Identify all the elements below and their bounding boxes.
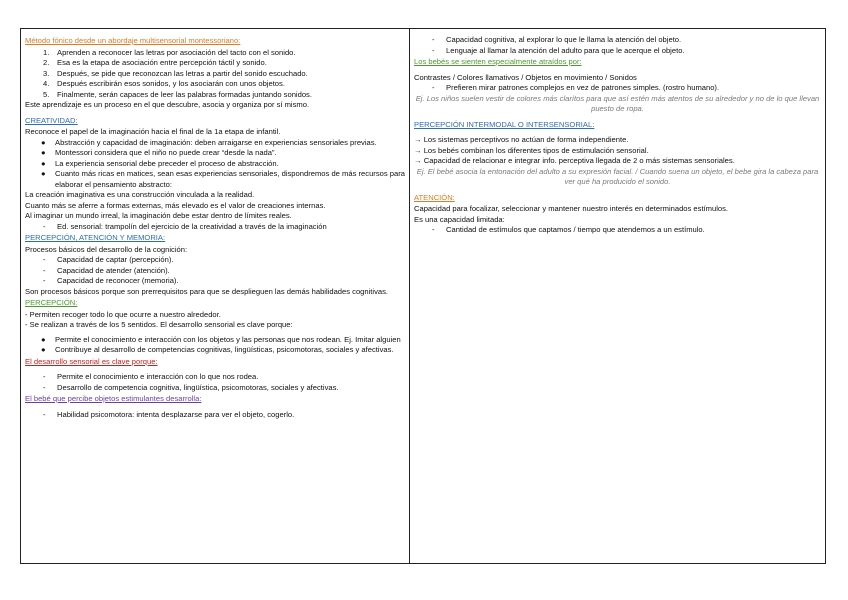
creatividad-heading: CREATIVIDAD:	[25, 115, 78, 125]
atencion-line: Capacidad para focalizar, seleccionar y mantener nuestro interés en determinados estímulos.	[414, 204, 729, 213]
metodo-summary: Este aprendizaje es un proceso en el que descubre, asocia y organiza por sí mismo.	[25, 100, 310, 109]
metodo-step: 4. Después escribirán esos sonidos, y los asociarán con unos objetos.	[43, 79, 285, 88]
percepcion-heading: PERCEPCIÓN:	[25, 298, 78, 307]
pam-heading: PERCEPCIÓN, ATENCIÓN Y MEMORIA:	[25, 233, 166, 242]
clave-dash: - Permite el conocimiento e interacción con lo que nos rodea.	[43, 372, 259, 381]
pam-dash: - Capacidad de atender (atención).	[43, 265, 170, 275]
creatividad-bullet: ● Abstracción y capacidad de imaginación: deben arraigarse en experiencias sensoriales previas.	[41, 137, 377, 147]
creatividad-bullet: ● Montessori considera que el niño no puede crear “desde la nada”.	[41, 148, 277, 157]
creatividad-line: Cuanto más se aferre a formas externas, más elevado es el valor de creaciones internas.	[25, 200, 326, 210]
document-page	[20, 28, 826, 564]
percepcion-line: - Permiten recoger todo lo que ocurre a nuestro alrededor.	[25, 309, 221, 319]
atencion-line: Es una capacidad limitada:	[414, 214, 505, 224]
metodo-step: 5. Finalmente, serán capaces de leer las palabras formadas juntando sonidos.	[43, 89, 312, 99]
pam-dash: - Capacidad de captar (percepción).	[43, 255, 174, 264]
top-dash: - Lenguaje al llamar la atención del adulto para que le acerque el objeto.	[432, 45, 685, 55]
bebe-dash: - Habilidad psicomotora: intenta desplazarse para ver el objeto, cogerlo.	[43, 409, 295, 419]
pam-summary: Son procesos básicos porque son prerrequisitos para que se desplieguen las demás habilidades cognitivas.	[25, 286, 389, 296]
creatividad-line: La creación imaginativa es una construcción vinculada a la realidad.	[25, 190, 255, 199]
intermodal-line: → Los sistemas perceptivos no actúan de forma independiente.	[414, 135, 629, 144]
bebe-heading: El bebé que percibe objetos estimulantes desarrolla:	[25, 394, 202, 403]
intermodal-line: → Capacidad de relacionar e integrar info. perceptiva llegada de 2 o más sistemas sensoriales.	[414, 156, 735, 165]
top-dash: - Capacidad cognitiva, al explorar lo que le llama la atención del objeto.	[432, 35, 682, 44]
atraidos-example: Ej. Los niños suelen vestir de colores más clarítos para que así estén más atentos de su alrededor y no de lo que llevan puesto de ropa.	[415, 93, 820, 113]
metodo-step: 3. Después, se pide que reconozcan las letras a partir del sonido escuchado.	[43, 68, 308, 78]
atencion-dash: - Cantidad de estímulos que captamos / tiempo que atendemos a un estímulo.	[432, 225, 705, 234]
intermodal-line: → Los bebés combinan los diferentes tipos de estimulación sensorial.	[414, 145, 649, 155]
metodo-step: 1. Aprenden a reconocer las letras por asociación del tacto con el sonido.	[43, 47, 296, 57]
pam-dash: - Capacidad de reconocer (memoria).	[43, 276, 179, 285]
atraidos-heading: Los bebés se sienten especialmente atraídos por:	[414, 57, 582, 66]
creatividad-bullet: ● Cuanto más ricas en matices, sean esas experiencias sensoriales, dispondremos de más recursos para elaborar el pensamiento abstracto:	[41, 169, 405, 189]
creatividad-dash: - Ed. sensorial: trampolín del ejercicio de la creatividad a través de la imaginación	[43, 221, 327, 231]
clave-heading: El desarrollo sensorial es clave porque:	[25, 356, 158, 366]
right-column	[410, 29, 825, 563]
intermodal-heading: PERCEPCIÓN INTERMODAL O INTERSENSORIAL:	[414, 119, 595, 129]
left-column	[21, 29, 410, 563]
intermodal-example: Ej. El bebé asocia la entonación del adulto a su expresión facial. / Cuando suena un objeto, el bebe gira la cabeza para ver qué ha producido el sonido.	[416, 166, 819, 186]
atraidos-line: Contrastes / Colores llamativos / Objetos en movimiento / Sonidos	[414, 72, 637, 82]
pam-intro: Procesos básicos del desarrollo de la cognición:	[25, 244, 188, 254]
atencion-heading: ATENCIÓN:	[414, 192, 455, 202]
percepcion-bullet: ● Permite el conocimiento e interacción con los objetos y las personas que nos rodean. Ej. Imitar alguien	[41, 334, 401, 344]
clave-dash: - Desarrollo de competencia cognitiva, lingüística, psicomotoras, sociales y afectivas.	[43, 382, 339, 392]
atraidos-dash: - Prefieren mirar patrones complejos en vez de patrones simples. (rostro humano).	[432, 83, 720, 92]
creatividad-bullet: ● La experiencia sensorial debe preceder el proceso de abstracción.	[41, 158, 279, 168]
creatividad-intro: Reconoce el papel de la imaginación hacia el final de la 1a etapa de infantil.	[25, 127, 281, 136]
percepcion-bullet: ● Contribuye al desarrollo de competencias cognitivas, lingüísticas, psicomotoras, sociales y afectivas.	[41, 345, 394, 354]
creatividad-line: Al imaginar un mundo irreal, la imaginación debe estar dentro de límites reales.	[25, 211, 292, 220]
percepcion-line: - Se realizan a través de los 5 sentidos. El desarrollo sensorial es clave porque:	[25, 320, 293, 329]
metodo-step: 2. Esa es la etapa de asociación entre percepción táctil y sonido.	[43, 58, 267, 67]
metodo-heading: Método fónico desde un abordaje multisensorial montessoriano:	[25, 36, 241, 45]
